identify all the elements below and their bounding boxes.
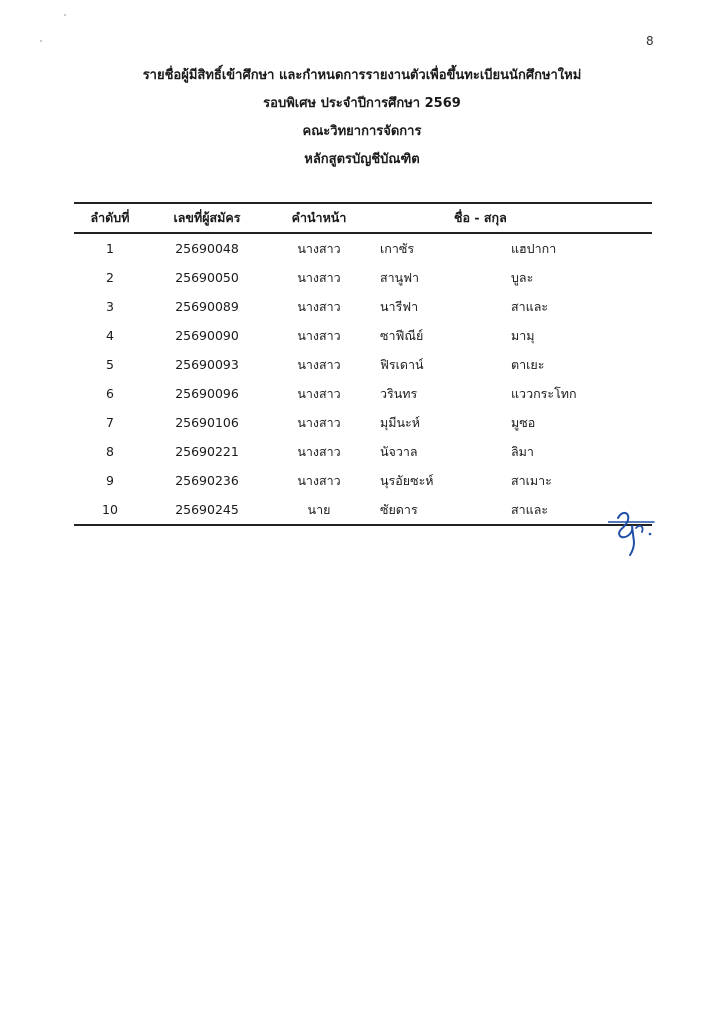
cell-title: นางสาว (297, 472, 341, 488)
cell-title: นางสาว (297, 414, 341, 430)
scan-speck (40, 40, 42, 42)
cell-no: 8 (106, 444, 114, 459)
table-row (74, 233, 652, 263)
cell-last-name: สาเมาะ (511, 472, 552, 488)
cell-first-name: ซาฟีณีย์ (380, 327, 424, 343)
table-row (74, 437, 652, 466)
cell-title: นางสาว (297, 327, 341, 343)
table-row (74, 321, 652, 350)
cell-last-name: แฮปากา (511, 240, 557, 256)
cell-no: 9 (106, 473, 114, 488)
table-row (74, 466, 652, 495)
cell-applicant-no: 25690245 (175, 502, 239, 517)
scan-speck (64, 14, 66, 16)
column-header-no: ลำดับที่ (90, 210, 130, 225)
cell-applicant-no: 25690093 (175, 357, 239, 372)
applicant-table (74, 202, 652, 526)
cell-title: นางสาว (297, 385, 341, 401)
cell-last-name: มามุ (511, 327, 535, 343)
table-body (74, 233, 652, 525)
cell-no: 4 (106, 328, 114, 343)
cell-first-name: ฟิรเดาน์ (380, 356, 424, 372)
cell-title: นาย (307, 501, 331, 517)
cell-last-name: แววกระโทก (511, 385, 577, 401)
cell-last-name: มูซอ (511, 414, 536, 430)
cell-last-name: สาและ (511, 298, 549, 314)
cell-applicant-no: 25690050 (175, 270, 239, 285)
cell-first-name: สานูฟา (380, 269, 420, 285)
document-title: รายชื่อผู้มีสิทธิ์เข้าศึกษา และกำหนดการรายงานตัวเพื่อขึ้นทะเบียนนักศึกษาใหม่ (142, 68, 582, 83)
cell-applicant-no: 25690090 (175, 328, 239, 343)
cell-last-name: ลิมา (511, 443, 534, 459)
column-header-name: ชื่อ - สกุล (454, 210, 507, 225)
cell-first-name: วรินทร (380, 385, 418, 401)
cell-title: นางสาว (297, 356, 341, 372)
table-row (74, 495, 652, 525)
page-number: 8 (646, 34, 654, 48)
cell-applicant-no: 25690048 (175, 241, 239, 256)
cell-no: 2 (106, 270, 114, 285)
table-row (74, 379, 652, 408)
cell-title: นางสาว (297, 298, 341, 314)
cell-no: 7 (106, 415, 114, 430)
cell-title: นางสาว (297, 269, 341, 285)
cell-first-name: นุรอัยซะห์ (380, 472, 434, 488)
cell-applicant-no: 25690236 (175, 473, 239, 488)
cell-first-name: นัจวาล (380, 443, 418, 459)
cell-first-name: นารีฟา (380, 298, 419, 314)
faculty-name: คณะวิทยาการจัดการ (302, 124, 422, 139)
cell-last-name: บูละ (511, 269, 534, 285)
cell-no: 10 (102, 502, 118, 517)
column-header-title: คำนำหน้า (291, 210, 347, 225)
cell-first-name: เกาซัร (380, 240, 415, 256)
cell-no: 5 (106, 357, 114, 372)
cell-title: นางสาว (297, 443, 341, 459)
cell-applicant-no: 25690089 (175, 299, 239, 314)
cell-last-name: ตาเยะ (511, 356, 545, 372)
cell-first-name: ซัยดาร (380, 501, 418, 517)
table-row (74, 263, 652, 292)
cell-applicant-no: 25690221 (175, 444, 239, 459)
cell-title: นางสาว (297, 240, 341, 256)
cell-first-name: มุมีนะห์ (380, 414, 420, 430)
cell-no: 6 (106, 386, 114, 401)
column-header-applicant-no: เลขที่ผู้สมัคร (173, 210, 241, 225)
program-name: หลักสูตรบัญชีบัณฑิต (304, 152, 420, 167)
cell-applicant-no: 25690106 (175, 415, 239, 430)
handwritten-signature-icon (608, 508, 660, 558)
admission-round: รอบพิเศษ ประจำปีการศึกษา 2569 (263, 96, 461, 111)
table-row (74, 408, 652, 437)
document-header (0, 62, 724, 174)
cell-no: 3 (106, 299, 114, 314)
cell-applicant-no: 25690096 (175, 386, 239, 401)
table-header-row (74, 203, 652, 233)
cell-last-name: สาและ (511, 501, 549, 517)
table-row (74, 350, 652, 379)
cell-no: 1 (106, 241, 114, 256)
table-row (74, 292, 652, 321)
